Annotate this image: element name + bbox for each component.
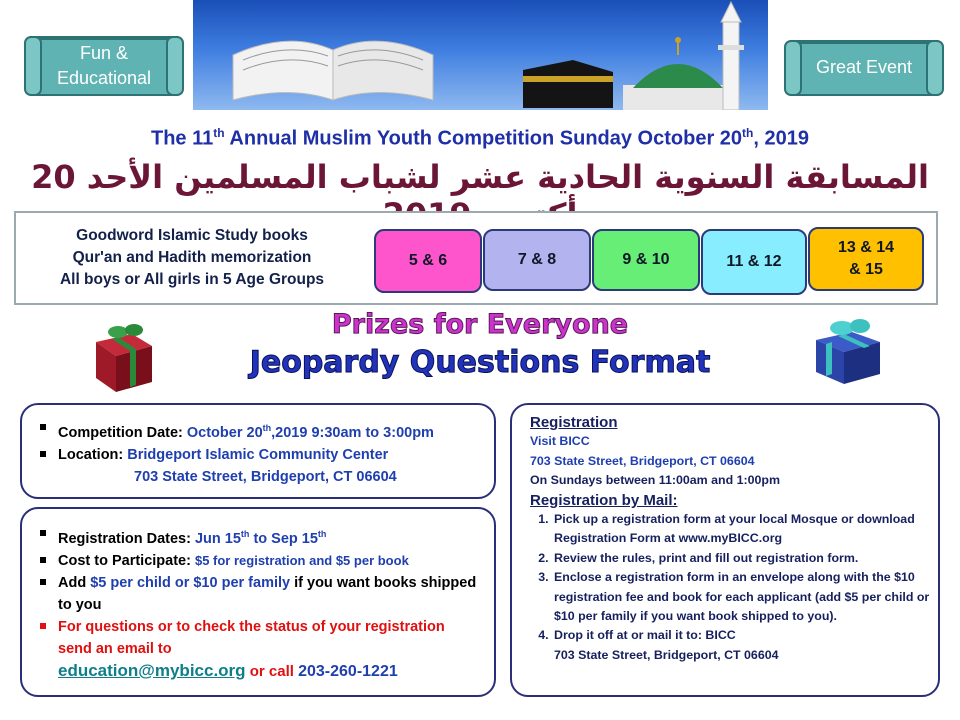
location-item — [32, 444, 434, 488]
step-4-text: Drop it off at or mail it to: BICC — [554, 628, 736, 643]
date-time: ,2019 9:30am to 3:00pm — [271, 424, 434, 441]
visit-address: 703 State Street, Bridgeport, CT 06604 — [530, 453, 755, 468]
age-group-7-8 — [483, 229, 591, 291]
cost-value: $5 for registration and $5 per book — [194, 552, 409, 568]
title-part-1: The 11 — [151, 127, 214, 150]
title-part-3: , 2019 — [753, 127, 809, 150]
green-dome-icon — [623, 37, 733, 110]
cost-item — [32, 550, 482, 572]
step-1: 1. Pick up a registration form at your local Mosque or download Registration Form at www.myBICC.org — [552, 510, 930, 549]
fun-educational-scroll — [30, 36, 178, 96]
location-label: Location: — [58, 446, 128, 463]
registration-panel — [510, 403, 940, 697]
age-group-13-15 — [808, 227, 924, 291]
age-label: 5 & 6 — [408, 251, 448, 269]
kaaba-icon — [523, 60, 613, 108]
prizes-headline: Prizes for Everyone — [331, 309, 629, 340]
details-panel — [20, 403, 496, 499]
age-label-2: & 15 — [849, 261, 883, 278]
quran-book-icon — [233, 41, 433, 100]
title-sup-2: th — [742, 126, 754, 140]
step-4 — [552, 626, 930, 665]
questions-text: For questions or to check the status of your registration send an email to — [58, 618, 445, 657]
costs-panel — [20, 507, 496, 697]
age-group-9-10 — [592, 229, 700, 291]
visit-text: Visit BICC — [530, 434, 590, 449]
location-address: 703 State Street, Bridgeport, CT 06604 — [134, 468, 397, 485]
english-title — [0, 126, 960, 151]
arabic-title: المسابقة السنوية الحادية عشر لشباب المسلمين الأحد 20 — [31, 158, 929, 196]
banner-image — [193, 0, 768, 110]
title-part-2: Annual Muslim Youth Competition Sunday October 20 — [224, 127, 743, 150]
age-label: 9 & 10 — [622, 250, 670, 268]
fun-educational-text — [57, 41, 151, 91]
shipping-item — [32, 572, 482, 616]
age-label: 7 & 8 — [517, 250, 557, 268]
step-3: 3. Enclose a registration form in an envelope along with the $10 registration fee and book for each applicant (add $5 per child or $10 per family if you want book shipped to you). — [552, 568, 930, 626]
groups-line-3: All boys or All girls in 5 Age Groups — [59, 271, 325, 288]
date-label: Competition Date: — [58, 424, 187, 441]
reg-dates-start: Jun 15 — [194, 530, 241, 547]
sunday-hours: On Sundays between 11:00am and 1:00pm — [530, 473, 780, 488]
scroll-line-1: Fun & — [79, 42, 128, 63]
registration-heading: Registration — [530, 414, 618, 431]
great-event-scroll — [790, 40, 938, 96]
scroll-line-2: Educational — [56, 68, 152, 88]
title-sup-1: th — [213, 126, 225, 140]
mail-heading: Registration by Mail: — [530, 491, 678, 509]
reg-dates-end: to Sep 15 — [249, 530, 318, 547]
groups-line-1: Goodword Islamic Study books — [76, 227, 308, 244]
cost-label: Cost to Participate: — [58, 552, 195, 569]
banner-illustration — [193, 0, 768, 110]
reg-dates-label: Registration Dates: — [58, 530, 195, 547]
add-value: $5 per child or $10 per family — [90, 574, 291, 591]
age-group-5-6 — [374, 229, 482, 293]
date-value: October 20 — [186, 424, 263, 441]
date-sup: th — [262, 423, 272, 433]
reg-dates-sup-2: th — [317, 529, 327, 539]
age-label: 11 & 12 — [726, 252, 782, 270]
competition-date-item — [32, 417, 434, 444]
location-value: Bridgeport Islamic Community Center — [127, 446, 389, 463]
call-text: or call — [245, 662, 299, 680]
step-2: 2. Review the rules, print and fill out registration form. — [552, 549, 930, 568]
mail-steps — [530, 510, 930, 665]
reg-dates-sup-1: th — [240, 529, 250, 539]
add-suffix: if you want books shipped to you — [58, 574, 477, 613]
groups-description — [22, 225, 362, 291]
age-label: 13 & 14 — [837, 238, 895, 256]
great-event-text: Great Event — [815, 57, 913, 78]
groups-line-2: Qur'an and Hadith memorization — [72, 249, 312, 266]
final-address: 703 State Street, Bridgeport, CT 06604 — [554, 647, 779, 662]
registration-dates-item — [32, 523, 482, 550]
add-label: Add — [58, 574, 91, 591]
registration-content — [530, 413, 930, 665]
jeopardy-headline: Jeopardy Questions Format — [249, 345, 711, 380]
phone-number: 203-260-1221 — [298, 662, 398, 680]
questions-item — [32, 616, 482, 683]
age-groups-box — [14, 211, 938, 305]
email-link[interactable]: education@mybicc.org — [58, 660, 246, 680]
age-group-11-12 — [701, 229, 807, 295]
